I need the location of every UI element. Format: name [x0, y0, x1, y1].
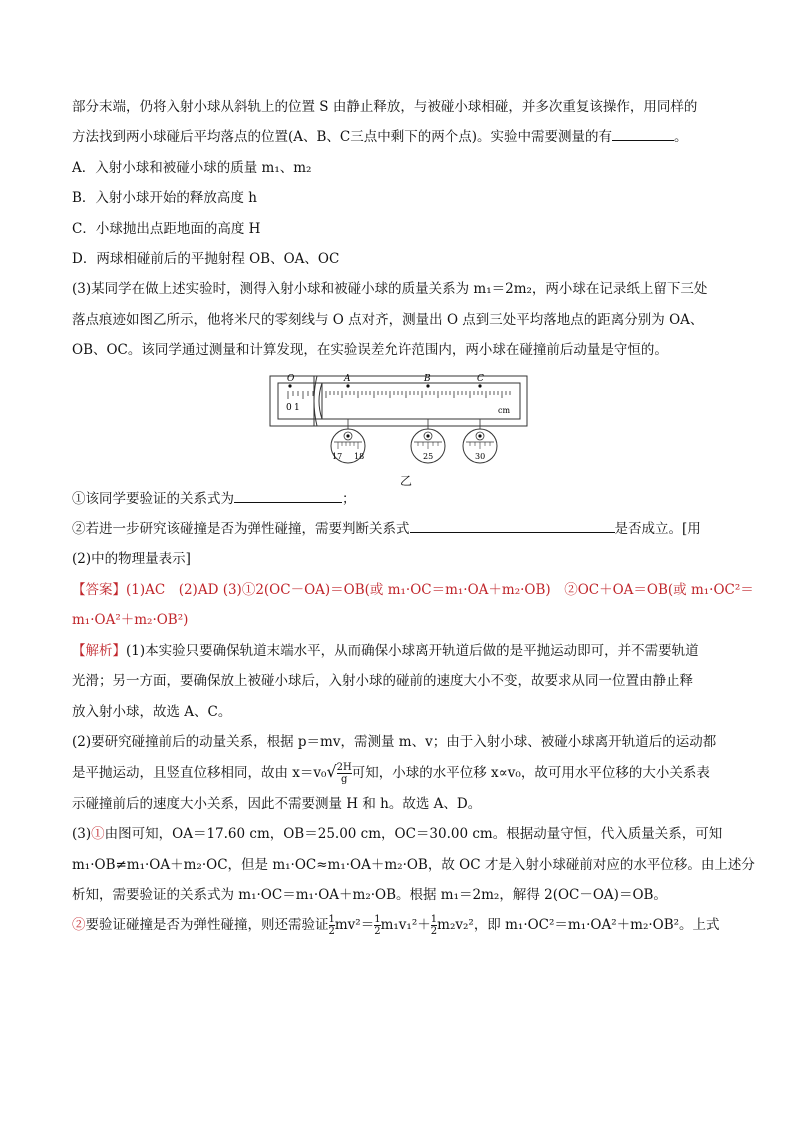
- analysis-line: ②要验证碰撞是否为弹性碰撞，则还需验证 $\frac{1}{2}$ mv²＝ $\frac{1}{2}$ m₁v₁²＋ $\frac{1}{2}$ m₂v₂²，即 m₁·OC²＝m₁·OA²＋m₂·OB²。上式: [72, 914, 720, 938]
- answer-line-2: m₁·OA²＋m₂·OB²): [72, 612, 189, 629]
- answer-tag: 【答案】: [72, 581, 126, 598]
- fraction: $\frac{1}{2}$: [328, 914, 335, 938]
- analysis-line: m₁·OB≠m₁·OA＋m₂·OC，但是 m₁·OC≈m₁·OA＋m₂·OB，故 OC 才是入射小球碰前对应的水平位移。由上述分: [72, 856, 755, 873]
- svg-text:30: 30: [475, 451, 486, 461]
- analysis-line: 析知，需要验证的关系式为 m₁·OC＝m₁·OA＋m₂·OB。根据 m₁＝2m₂，解得 2(OC－OA)＝OB。: [72, 886, 667, 903]
- sub-question-2-cont: (2)中的物理量表示]: [72, 551, 191, 568]
- label-b: B: [424, 373, 431, 384]
- svg-text:17: 17: [332, 451, 343, 461]
- option-b: B．入射小球开始的释放高度 h: [72, 190, 257, 207]
- answer-line: 【答案】(1)AC (2)AD (3)①2(OC－OA)＝OB(或 m₁·OC＝m₁·OA＋m₂·OB) ②OC＋OA＝OB(或 m₁·OC²＝: [72, 581, 754, 598]
- analysis-line: 【解析】(1)本实验只要确保轨道末端水平，从而确保小球离开轨道后做的是平抛运动即可，并不需要轨道: [72, 642, 699, 659]
- ruler-body: [318, 383, 520, 419]
- label-a: A: [344, 373, 351, 384]
- fraction: $\frac{1}{2}$: [374, 914, 381, 938]
- analysis-line: 示碰撞前后的速度大小关系，因此不需要测量 H 和 h。故选 A、D。: [72, 795, 482, 812]
- figure-ruler: [72, 366, 727, 488]
- option-d: D．两球相碰前后的平抛射程 OB、OA、OC: [72, 251, 340, 268]
- option-a: A．入射小球和被碰小球的质量 m₁、m₂: [72, 159, 312, 176]
- svg-text:25: 25: [423, 451, 434, 461]
- magnifier-c: [463, 429, 497, 463]
- question-text-line: OB、OC。该同学通过测量和计算发现，在实验误差允许范围内，两小球在碰撞前后动量是守恒的。: [72, 342, 668, 359]
- question-text-line: 部分末端，仍将入射小球从斜轨上的位置 S 由静止释放，与被碰小球相碰，并多次重复该操作，用同样的: [72, 99, 698, 115]
- point-b: [426, 384, 429, 387]
- punctuation: 。: [674, 129, 688, 146]
- label-c: C: [477, 373, 484, 384]
- answer-blank: [612, 126, 674, 141]
- analysis-line: 是平抛运动，且竖直位移相同，故由 x＝v₀√ $\frac{2H}{g}$ 可知，小球的水平位移 x∝v₀，故可用水平位移的大小关系表: [72, 762, 710, 786]
- question-text-line: (3)某同学在做上述实验时，测得入射小球和被碰小球的质量关系为 m₁＝2m₂，两小球在记录纸上留下三处: [72, 281, 708, 298]
- answer-blank: [234, 488, 342, 503]
- ruler-left-block: [278, 383, 322, 419]
- fraction: $\frac{2H}{g}$: [336, 762, 352, 786]
- analysis-line: 放入射小球，故选 A、C。: [72, 703, 232, 720]
- question-text-line: [72, 122, 727, 152]
- point-c: [478, 384, 481, 387]
- svg-text:18: 18: [354, 451, 365, 461]
- question-text-line: 落点痕迹如图乙所示，他将米尺的零刻线与 O 点对齐，测量出 O 点到三处平均落地点的距离分别为 OA、: [72, 311, 704, 328]
- sqrt-sign: √: [326, 762, 337, 782]
- magnifier-a: [331, 429, 365, 463]
- magnifier-b: [411, 429, 445, 463]
- sub-question-1: ①该同学要验证的关系式为 ；: [72, 484, 727, 514]
- analysis-line: 光滑；另一方面，要确保放上被碰小球后，入射小球的碰前的速度大小不变，故要求从同一位置由静止释: [72, 673, 693, 690]
- analysis-line: (2)要研究碰撞前后的动量关系，根据 p＝mv，需测量 m、v；由于入射小球、被碰小球离开轨道后的运动都: [72, 733, 717, 750]
- analysis-tag: 【解析】: [72, 642, 126, 659]
- label-o: O: [287, 373, 295, 384]
- unit-label: cm: [498, 405, 511, 415]
- tick-label-0: 0: [286, 402, 292, 413]
- document-page: [72, 92, 755, 941]
- ruler-ticks: [288, 391, 510, 399]
- point-a: [346, 384, 349, 387]
- point-o: [288, 384, 291, 387]
- tick-label-1: 1: [294, 402, 300, 413]
- option-c: C．小球抛出点距地面的高度 H: [72, 220, 261, 237]
- fraction: $\frac{1}{2}$: [430, 914, 438, 938]
- answer-blank: [410, 518, 615, 533]
- analysis-line: (3)①由图可知，OA＝17.60 cm，OB＝25.00 cm，OC＝30.00 cm。根据动量守恒，代入质量关系，可知: [72, 826, 723, 843]
- sub-question-2: ②若进一步研究该碰撞是否为弹性碰撞，需要判断关系式 是否成立。[用: [72, 514, 727, 544]
- question-text: 方法找到两小球碰后平均落点的位置(A、B、C三点中剩下的两个点)。实验中需要测量的有: [72, 129, 613, 146]
- figure-caption: 乙: [400, 473, 413, 488]
